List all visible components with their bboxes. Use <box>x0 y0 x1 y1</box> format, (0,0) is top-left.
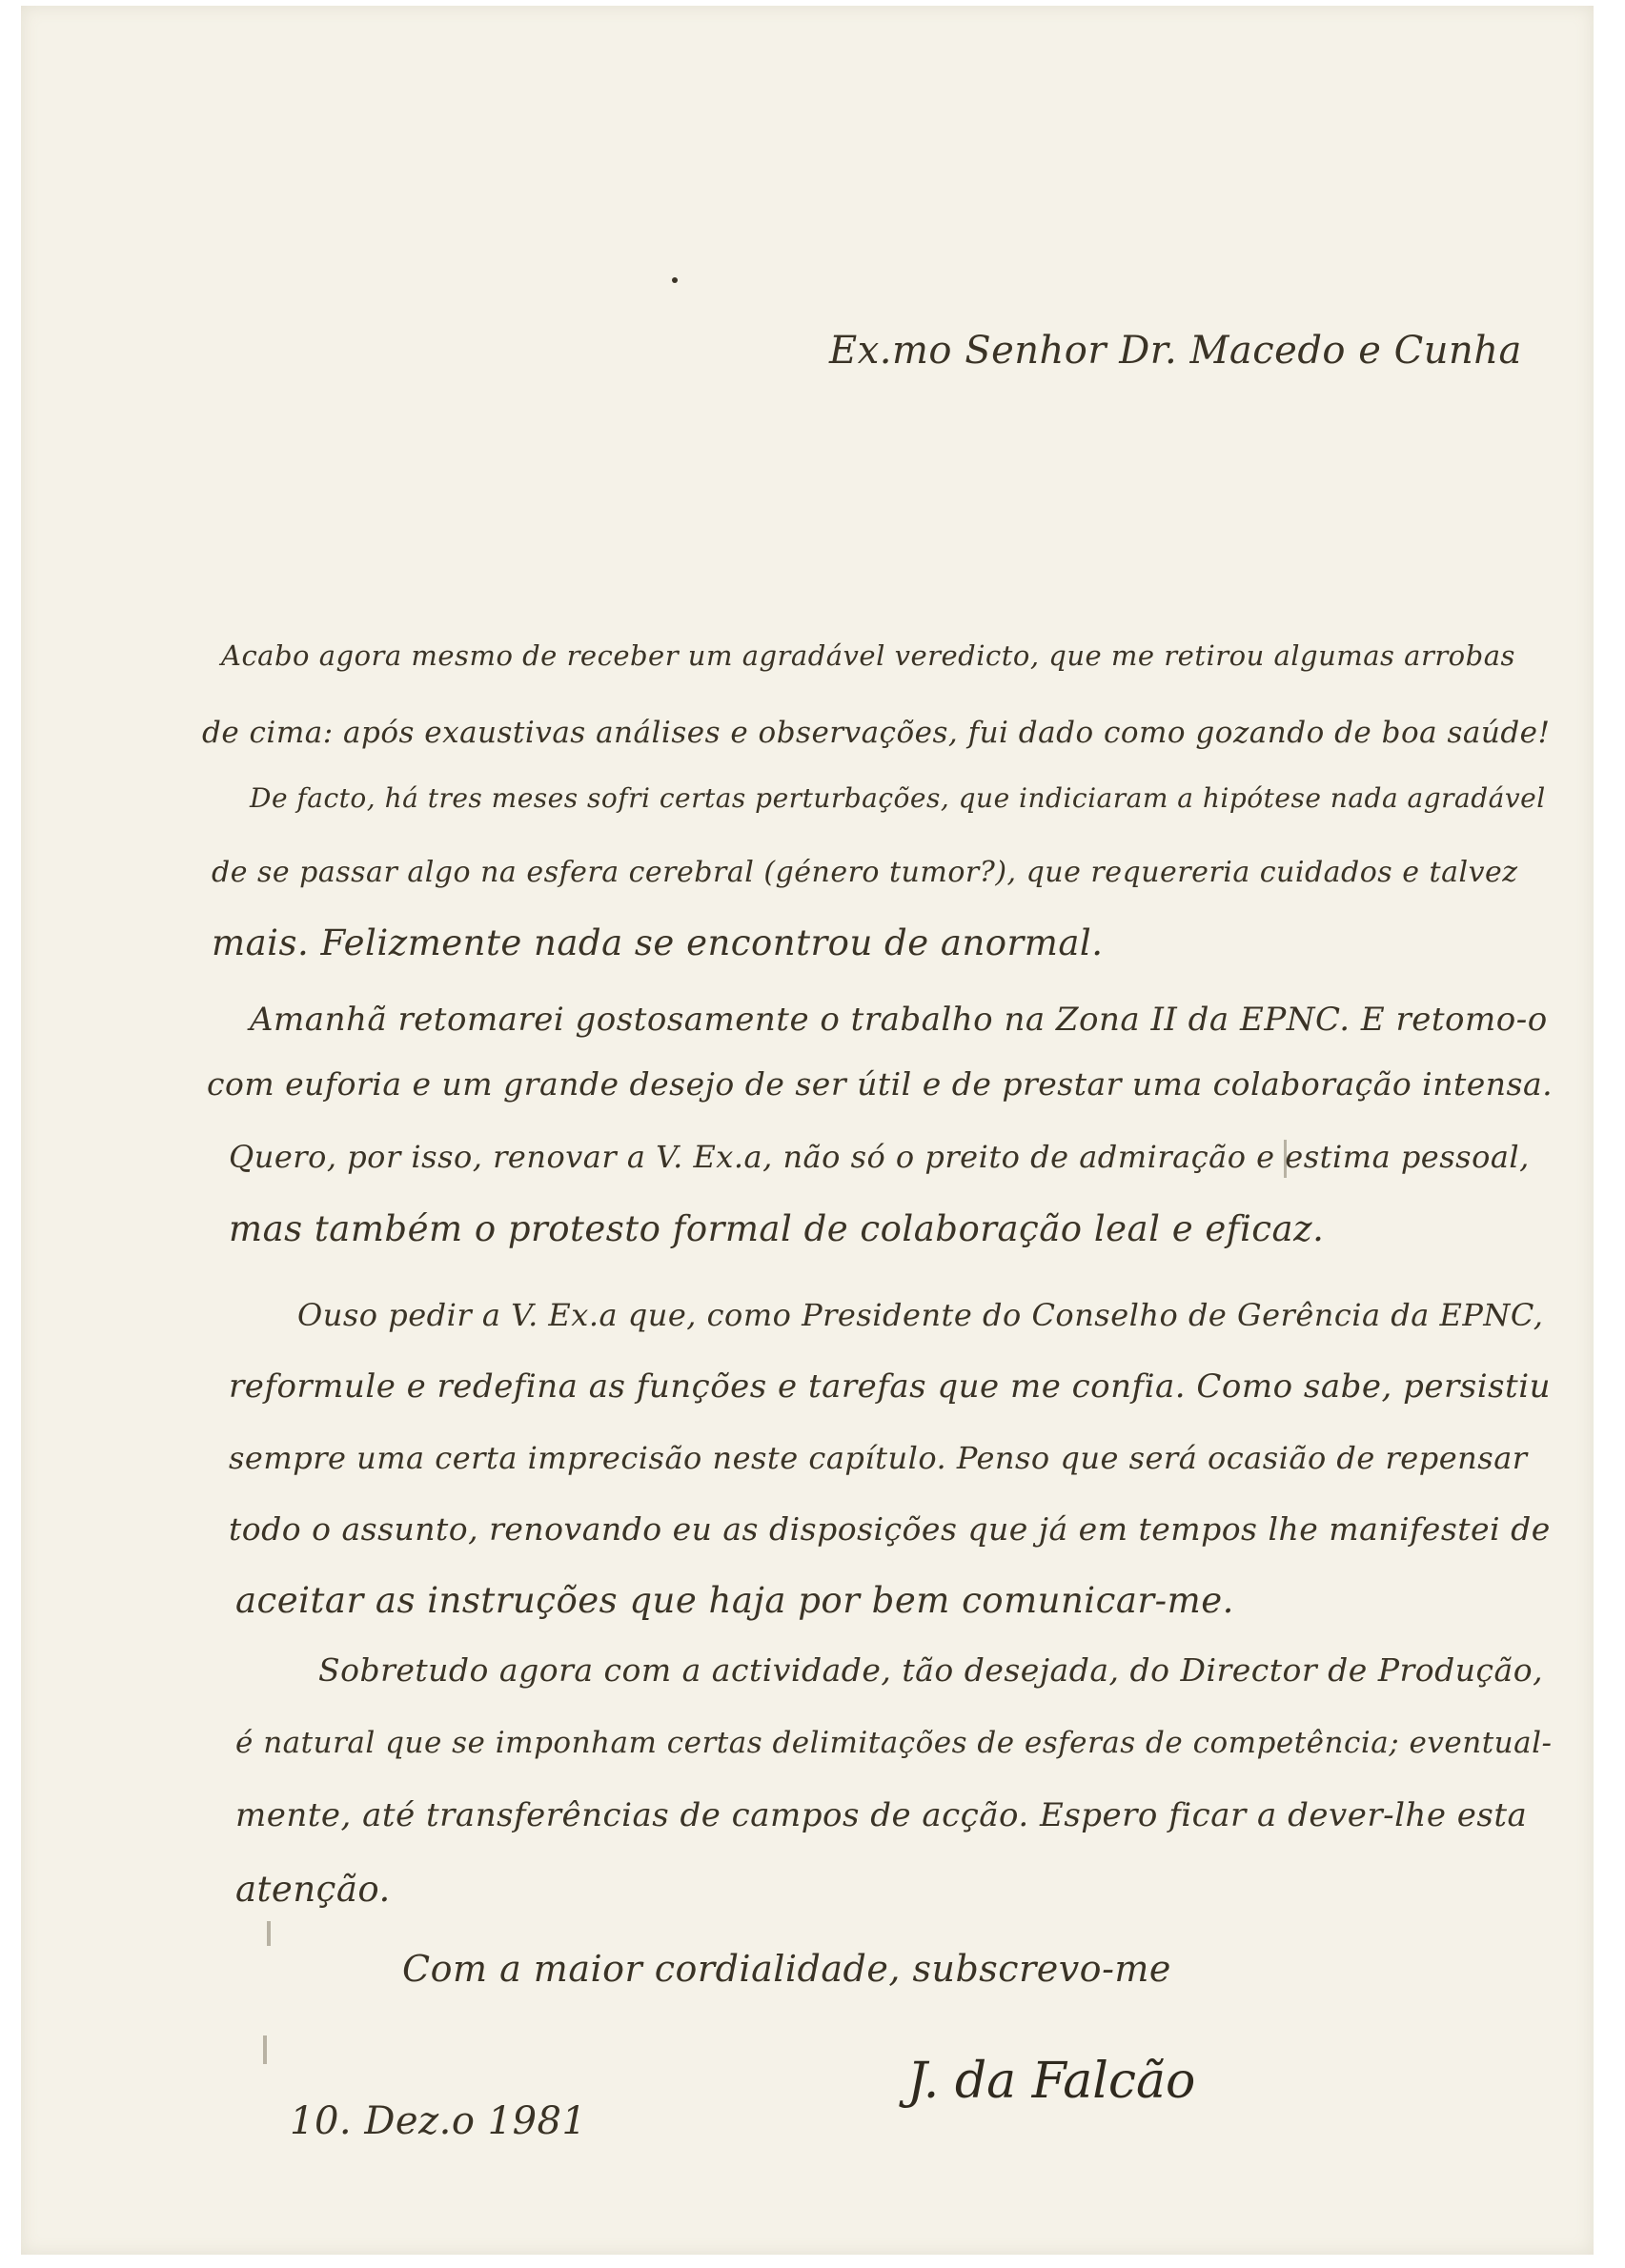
letter-line: é natural que se imponham certas delimitações de esferas de competência; eventual- <box>235 1726 1553 1760</box>
letter-line: mente, até transferências de campos de acção. Espero ficar a dever-lhe esta <box>235 1796 1528 1834</box>
signature: J. da Falcão <box>907 2053 1196 2110</box>
letter-date: 10. Dez.o 1981 <box>290 2099 587 2143</box>
letter-line: Ouso pedir a V. Ex.a que, como Presidente do Conselho de Gerência da EPNC, <box>297 1297 1544 1333</box>
salutation: Ex.mo Senhor Dr. Macedo e Cunha <box>829 329 1522 373</box>
letter-line: com euforia e um grande desejo de ser útil e de prestar uma colaboração intensa. <box>207 1065 1554 1103</box>
letter-line: todo o assunto, renovando eu as disposições que já em tempos lhe manifestei de <box>229 1510 1551 1548</box>
letter-line: atenção. <box>235 1869 391 1910</box>
letter-line: Amanhã retomarei gostosamente o trabalho na Zona II da EPNC. E retomo-o <box>250 1001 1548 1039</box>
paper-mark <box>1284 1140 1287 1178</box>
paper-mark <box>263 2035 267 2064</box>
letter-line: reformule e redefina as funções e tarefas que me confia. Como sabe, persistiu <box>229 1367 1551 1406</box>
letter-line: De facto, há tres meses sofri certas perturbações, que indiciaram a hipótese nada agradável <box>250 782 1546 814</box>
letter-sheet <box>21 6 1594 2255</box>
letter-line: aceitar as instruções que haja por bem comunicar-me. <box>235 1580 1234 1621</box>
letter-line: mas também o protesto formal de colaboração leal e eficaz. <box>229 1208 1325 1249</box>
letter-line: sempre uma certa imprecisão neste capítulo. Penso que será ocasião de repensar <box>229 1440 1528 1476</box>
paper-mark <box>267 1921 271 1946</box>
letter-line: Acabo agora mesmo de receber um agradável veredicto, que me retirou algumas arrobas <box>221 639 1515 672</box>
closing-line: Com a maior cordialidade, subscrevo-me <box>402 1948 1171 1990</box>
letter-line: de cima: após exaustivas análises e observações, fui dado como gozando de boa saúde! <box>202 716 1551 750</box>
ink-dot <box>672 277 678 283</box>
letter-line: de se passar algo na esfera cerebral (género tumor?), que requereria cuidados e talvez <box>212 856 1518 889</box>
letter-line: Sobretudo agora com a actividade, tão desejada, do Director de Produção, <box>318 1651 1544 1689</box>
letter-line: mais. Felizmente nada se encontrou de anormal. <box>212 922 1104 963</box>
letter-line: Quero, por isso, renovar a V. Ex.a, não só o preito de admiração e estima pessoal, <box>229 1139 1530 1175</box>
